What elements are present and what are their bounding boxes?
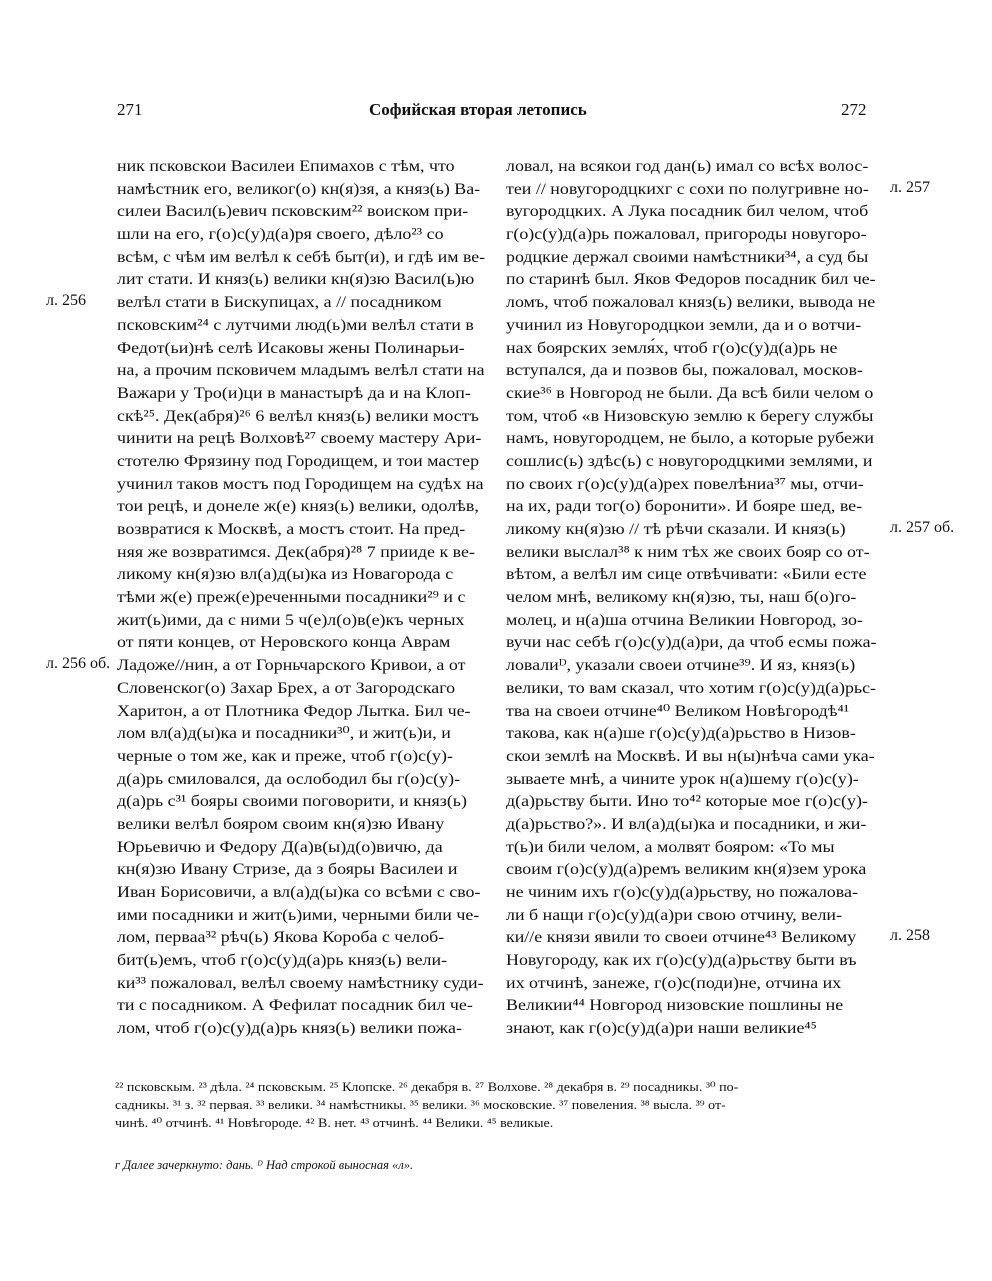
text-line: намѣстник его, великог(о) кн(я)зя, а княз(ь) Ва-	[117, 180, 481, 198]
text-line: велики выслал³⁸ к ним тѣх же своих бояр со от-	[506, 543, 870, 561]
text-line: вѣтом, а велѣл им сице отвѣчивати: «Били есте	[506, 566, 867, 584]
text-line: велики, то вам сказал, что хотим г(о)с(у)д(а)рьс-	[506, 679, 877, 697]
text-line: г(о)с(у)д(а)рь пожаловал, пригороды новугоро-	[506, 226, 867, 244]
text-line: Иван Борисовичи, а вл(а)д(ы)ка со всѣми с сво-	[117, 884, 481, 901]
text-line: ломъ, чтоб пожаловал княз(ь) велики, вывода не	[506, 294, 876, 312]
footnotes	[115, 1078, 885, 1132]
text-line: намъ, новугородцем, не было, а которые рубежи	[506, 430, 874, 448]
text-line: Федот(ьи)нѣ селѣ Исаковы жены Полинарьи-	[117, 339, 465, 357]
text-line: молец, и н(а)ша отчина Великии Новгород, зо-	[506, 611, 863, 629]
text-line: ловалиᴰ, указали своеи отчине³⁹. И яз, княз(ь)	[506, 657, 856, 675]
page-number-right: 272	[841, 100, 867, 119]
text-line: всѣм, с чѣм им велѣл к себѣ быт(и), и гдѣ им ве-	[117, 248, 486, 266]
text-line: черные о том же, как и преже, чтоб г(о)с(у)-	[117, 747, 453, 765]
running-title: Софийская вторая летопись	[369, 100, 587, 119]
text-line: сошлис(ь) здѣс(ь) с новугородцкими землями, и	[506, 452, 873, 470]
text-line: ник псковскои Василеи Епимахов с тѣм, что	[117, 158, 455, 175]
text-line: ки³³ пожаловал, велѣл своему намѣстнику суди-	[117, 974, 484, 992]
text-line: жит(ь)ими, да с ними 5 ч(е)л(о)в(е)къ черных	[117, 611, 465, 629]
text-line: кн(я)зю Ивану Стризе, да з бояры Василеи и	[117, 861, 458, 879]
text-line: няя же возвратимся. Дек(абря)²⁸ 7 прииде к ве-	[117, 543, 475, 561]
text-line: Важари у Тро(и)ци в манастырѣ да и на Клоп-	[117, 384, 471, 402]
margin-note-l257ob: л. 257 об.	[890, 519, 955, 536]
text-line: своим г(о)с(у)д(а)ремъ великим кн(я)зем урока	[506, 861, 867, 879]
text-line: ликому кн(я)зю вл(а)д(ы)ка из Новагорода с	[117, 566, 454, 584]
footnote-line: ²² псковскым. ²³ дѣла. ²⁴ псковскым. ²⁵ Клопске. ²⁶ декабря в. ²⁷ Волхове. ²⁸ декабря в. ²⁹ посадникы. ³⁰ по-	[115, 1080, 739, 1094]
left-text-column	[117, 156, 485, 1041]
text-line: Великии⁴⁴ Новгород низовские пошлины не	[506, 997, 844, 1015]
text-line: скѣ²⁵. Дек(абря)²⁶ 6 велѣл княз(ь) велики мостъ	[117, 407, 479, 425]
text-line: Новугороду, как их г(о)с(у)д(а)рьству быти въ	[506, 952, 857, 970]
text-line: д(а)рьство?». И вл(а)д(ы)ка и посадники, и жи-	[506, 815, 867, 833]
margin-note-l256ob: л. 256 об.	[46, 655, 111, 672]
text-line: от пяти концев, от Неровского конца Аврам	[117, 634, 451, 652]
text-line: Юрьевичю и Федору Д(а)в(ы)д(о)вичю, да	[117, 838, 443, 856]
text-line: велики велѣл бояром своим кн(я)зю Ивану	[117, 815, 445, 833]
footnote-line: чинѣ. ⁴⁰ отчинѣ. ⁴¹ Новѣгороде. ⁴² В. нет. ⁴³ отчинѣ. ⁴⁴ Велики. ⁴⁵ великые.	[115, 1116, 554, 1130]
text-line: лом, чтоб г(о)с(у)д(а)рь княз(ь) велики пожа-	[117, 1020, 462, 1038]
text-line: тои рецѣ, и донеле ж(е) княз(ь) велики, одолѣв,	[117, 498, 479, 516]
text-line: на их, ради тог(о) боронити». И бояре шед, ве-	[506, 498, 863, 516]
text-line: ловал, на всякои год дан(ь) имал со всѣх волос-	[506, 158, 869, 175]
margin-note-l258: л. 258	[890, 927, 930, 944]
text-line: стотелю Фрязину под Городищем, и тои мастер	[117, 452, 480, 470]
text-line: ликому кн(я)зю // тѣ рѣчи сказали. И княз(ь)	[506, 521, 846, 538]
text-line: челом мнѣ, великому кн(я)зю, ты, наш б(о)го-	[506, 589, 857, 607]
text-line: ки//е князи явили то своеи отчине⁴³ Великому	[506, 929, 857, 947]
text-line: скои землѣ на Москвѣ. И вы н(ы)нѣча сами ука-	[506, 747, 875, 765]
text-line: ские³⁶ в Новгород не были. Да всѣ били челом о	[506, 384, 874, 402]
text-line: Словенског(о) Захар Брех, а от Загородскаго	[117, 679, 456, 697]
text-line: Харитон, а от Плотника Федор Лытка. Бил че-	[117, 702, 471, 720]
page-number-left: 271	[117, 100, 143, 119]
text-line: вугородцких. А Лука посадник бил челом, чтоб	[506, 203, 869, 221]
text-line: учинил таков мостъ под Городищем на судѣх на	[117, 475, 484, 493]
text-line: тѣми ж(е) преж(е)реченными посадники²⁹ и с	[117, 589, 466, 607]
text-line: не чиним ихъ г(о)с(у)д(а)рьству, но пожалова-	[506, 884, 858, 901]
text-line: шли на его, г(о)с(у)д(а)ря своего, дѣло²³ со	[117, 226, 444, 244]
text-line: знают, как г(о)с(у)д(а)ри наши великие⁴⁵	[506, 1020, 817, 1038]
text-line: по своих г(о)с(у)д(а)рех повелѣниа³⁷ мы, отчи-	[506, 475, 864, 493]
text-line: Ладоже//нин, а от Горньчарского Кривои, а от	[117, 657, 466, 675]
text-line: на, а прочим псковичем младымъ велѣл стати на	[117, 362, 485, 380]
text-line: теи // новугородцкихᴦ с сохи по полугривне но-	[506, 180, 869, 198]
text-line: лит стати. И княз(ь) велики кн(я)зю Васил(ь)ю	[117, 271, 475, 289]
text-line: лом, перваа³² рѣч(ь) Якова Короба с челоб-	[117, 929, 445, 947]
text-line: возвратися к Москвѣ, а мостъ стоит. На пред-	[117, 521, 466, 538]
right-text-column	[506, 156, 876, 1041]
text-line: ли б нащи г(о)с(у)д(а)ри свою отчину, вели-	[506, 906, 842, 924]
text-line: родцкие держал своими намѣстники³⁴, а суд бы	[506, 248, 869, 266]
text-line: лом вл(а)д(ы)ка и посадники³⁰, и жит(ь)и, и	[117, 725, 451, 743]
text-line: зываете мнѣ, а чините урок н(а)шему г(о)с(у)-	[506, 770, 859, 788]
text-line: д(а)рьству быти. Ино то⁴² которые мое г(о)с(у)-	[506, 793, 868, 811]
text-line: учинил из Новугородцкои земли, да и о вотчи-	[506, 316, 862, 334]
text-line: ти с посадником. А Фефилат посадник бил че-	[117, 997, 473, 1015]
text-line: вступался, да и позвов бы, пожаловал, москов-	[506, 362, 863, 380]
text-line: д(а)рь смиловался, да ослободил бы г(о)с(у)-	[117, 770, 461, 788]
text-line: вучи нас себѣ г(о)с(у)д(а)ри, да чтоб есмы пожа-	[506, 634, 877, 652]
variant-note: ᴦ Далее зачеркнуто: дань. ᴰ Над строкой выносная «л».	[115, 1158, 414, 1172]
text-line: велѣл стати в Бискупицах, а // посадником	[117, 294, 442, 312]
text-line: псковским²⁴ с лутчими люд(ь)ми велѣл стати в	[117, 316, 474, 334]
footnote-line: садникы. ³¹ з. ³² первая. ³³ велики. ³⁴ намѣстникы. ³⁵ велики. ³⁶ московские. ³⁷ повеления. ³⁸ высла. ³⁹ от-	[115, 1098, 726, 1112]
text-line: д(а)рь с³¹ бояры своими поговорити, и княз(ь)	[117, 793, 467, 811]
margin-note-l257: л. 257	[890, 179, 930, 196]
text-line: такова, как н(а)ше г(о)с(у)д(а)рьство в Низов-	[506, 725, 856, 743]
text-line: их отчинѣ, занеже, г(о)с(поди)не, отчина их	[506, 974, 842, 992]
text-line: нах боярских земля́х, чтоб г(о)с(у)д(а)рь не	[506, 339, 838, 357]
margin-note-l256: л. 256	[46, 292, 86, 309]
text-line: ими посадники и жит(ь)ими, черными били че-	[117, 906, 480, 924]
text-line: т(ь)и били челом, а молвят бояром: «То мы	[506, 838, 835, 856]
text-line: бит(ь)емъ, чтоб г(о)с(у)д(а)рь княз(ь) вели-	[117, 952, 448, 970]
text-line: по старинѣ был. Яков Федоров посадник бил че-	[506, 271, 876, 289]
text-line: том, чтоб «в Низовскую землю к берегу службы	[506, 407, 874, 425]
text-line: тва на своеи отчине⁴⁰ Великом Новѣгородѣ⁴¹	[506, 702, 850, 720]
text-line: силеи Васил(ь)евич псковским²² воиском при-	[117, 203, 469, 221]
text-line: чинити на рецѣ Волховѣ²⁷ своему мастеру Ари-	[117, 430, 482, 448]
